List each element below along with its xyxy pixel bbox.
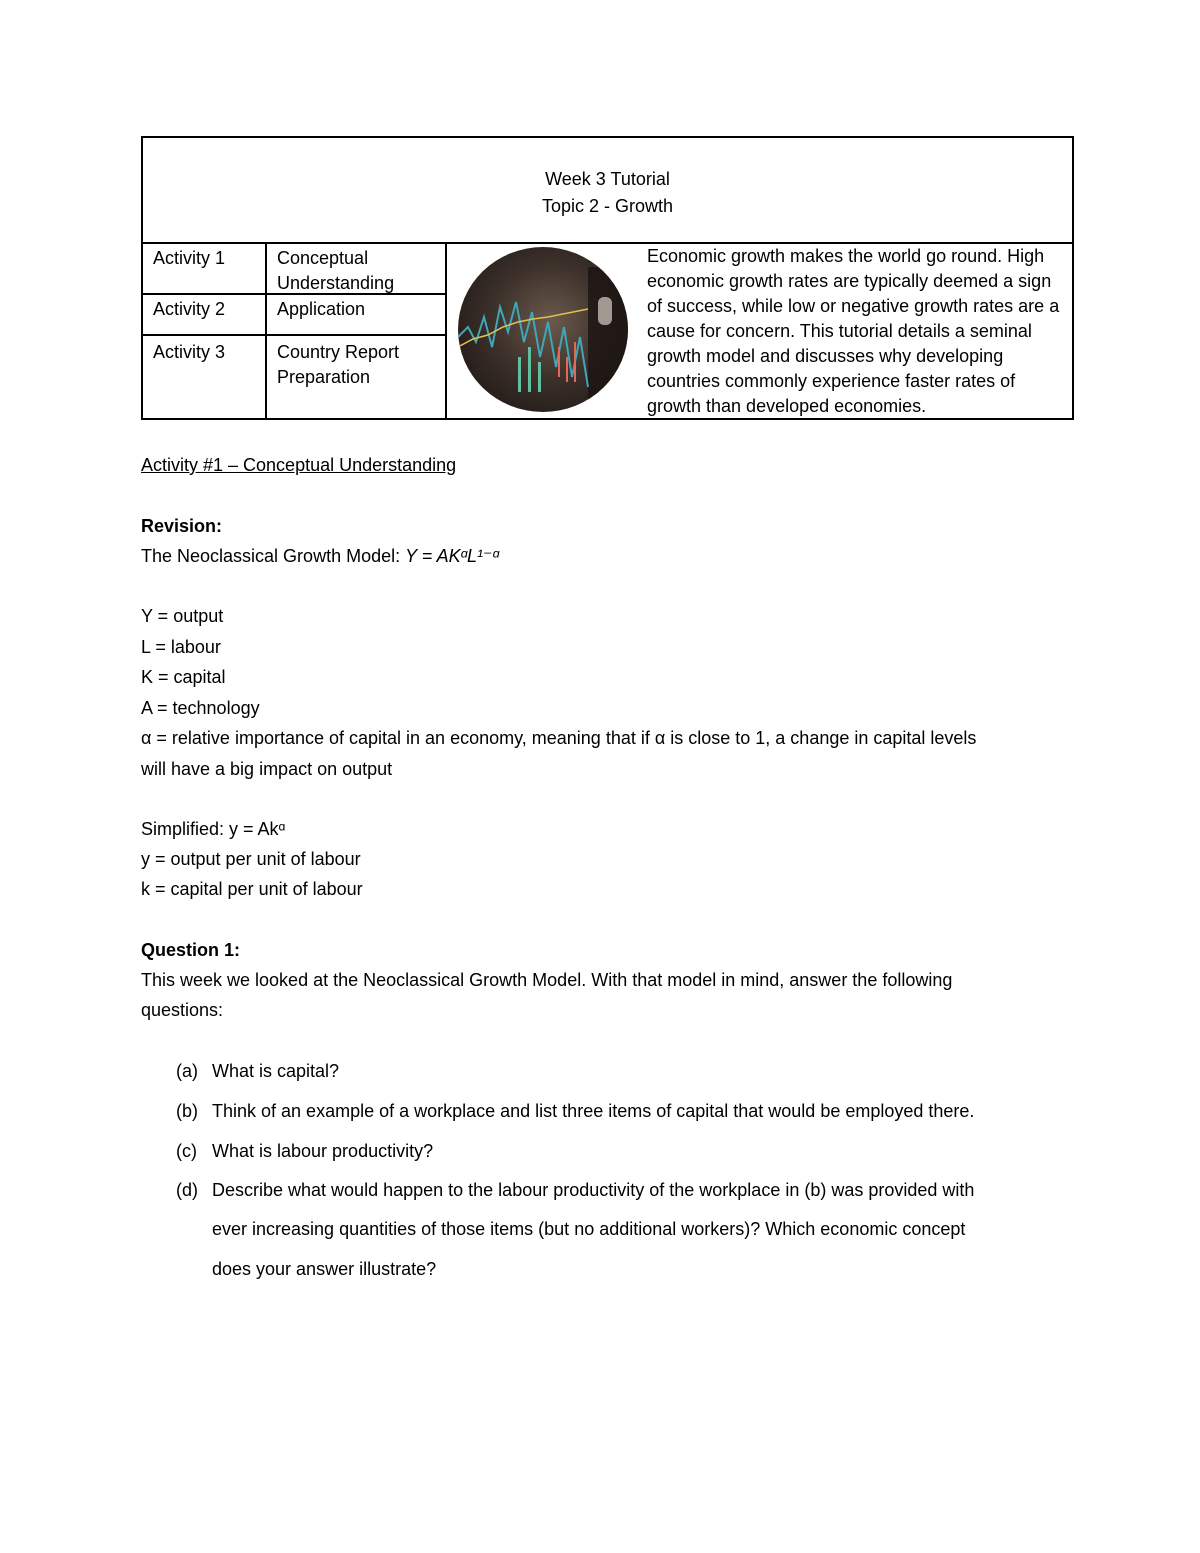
- item-label: (a): [176, 1061, 198, 1081]
- question-1-label: Question 1:: [141, 940, 241, 960]
- item-text: ever increasing quantities of those items (but no additional workers)? Which economic concept: [212, 1219, 966, 1239]
- question-1-intro: This week we looked at the Neoclassical Growth Model. With that model in mind, answer the following: [141, 970, 953, 990]
- simplified-formula: Simplified: y = Akᵅ: [141, 819, 286, 839]
- item-label: (c): [176, 1141, 197, 1161]
- definition-y: Y = output: [141, 606, 224, 626]
- item-text: Describe what would happen to the labour productivity of the workplace in (b) was provided with: [212, 1180, 975, 1200]
- question-1-intro-cont: questions:: [141, 1000, 224, 1020]
- item-text: What is labour productivity?: [212, 1141, 434, 1161]
- definition-a: A = technology: [141, 698, 260, 718]
- tutorial-description: Economic growth makes the world go round. High economic growth rates are typically deemed a sign of success, while low or negative growth rates are a cause for concern. This tutorial details a seminal growth model and discusses why developing countries commonly experience faster rates of growth than developed economies.: [647, 246, 1060, 416]
- topic-title: Topic 2 - Growth: [541, 196, 674, 216]
- definition-alpha-cont: will have a big impact on output: [141, 759, 393, 779]
- activity-2-topic: Application: [277, 299, 366, 319]
- definition-l: L = labour: [141, 637, 221, 657]
- tutorial-title: Week 3 Tutorial: [545, 169, 670, 189]
- activity-1-heading: Activity #1 – Conceptual Understanding: [141, 455, 457, 475]
- item-label: (b): [176, 1101, 198, 1121]
- header-title-cell: [143, 138, 1072, 244]
- model-intro: The Neoclassical Growth Model:: [141, 546, 401, 566]
- model-line: [141, 541, 499, 571]
- item-text: Think of an example of a workplace and list three items of capital that would be employed there.: [212, 1101, 975, 1121]
- table-divider: [141, 334, 447, 336]
- item-text: What is capital?: [212, 1061, 340, 1081]
- item-text: does your answer illustrate?: [212, 1259, 437, 1279]
- definition-k: K = capital: [141, 667, 226, 687]
- activity-3-label: Activity 3: [153, 342, 226, 362]
- stock-chart-image: [458, 247, 628, 412]
- activity-2-label: Activity 2: [153, 299, 226, 319]
- table-divider: [445, 242, 447, 420]
- revision-label: Revision:: [141, 516, 223, 536]
- item-label: (d): [176, 1180, 198, 1200]
- definition-alpha: α = relative importance of capital in an economy, meaning that if α is close to 1, a change in capital levels: [141, 728, 977, 748]
- activity-1-topic: Conceptual Understanding: [277, 248, 395, 293]
- model-formula: Y = AKᵅL¹⁻ᵅ: [405, 546, 499, 566]
- activity-3-topic: Country Report Preparation: [277, 342, 400, 387]
- activity-1-label: Activity 1: [153, 248, 226, 268]
- simplified-def-y: y = output per unit of labour: [141, 849, 361, 869]
- simplified-def-k: k = capital per unit of labour: [141, 879, 363, 899]
